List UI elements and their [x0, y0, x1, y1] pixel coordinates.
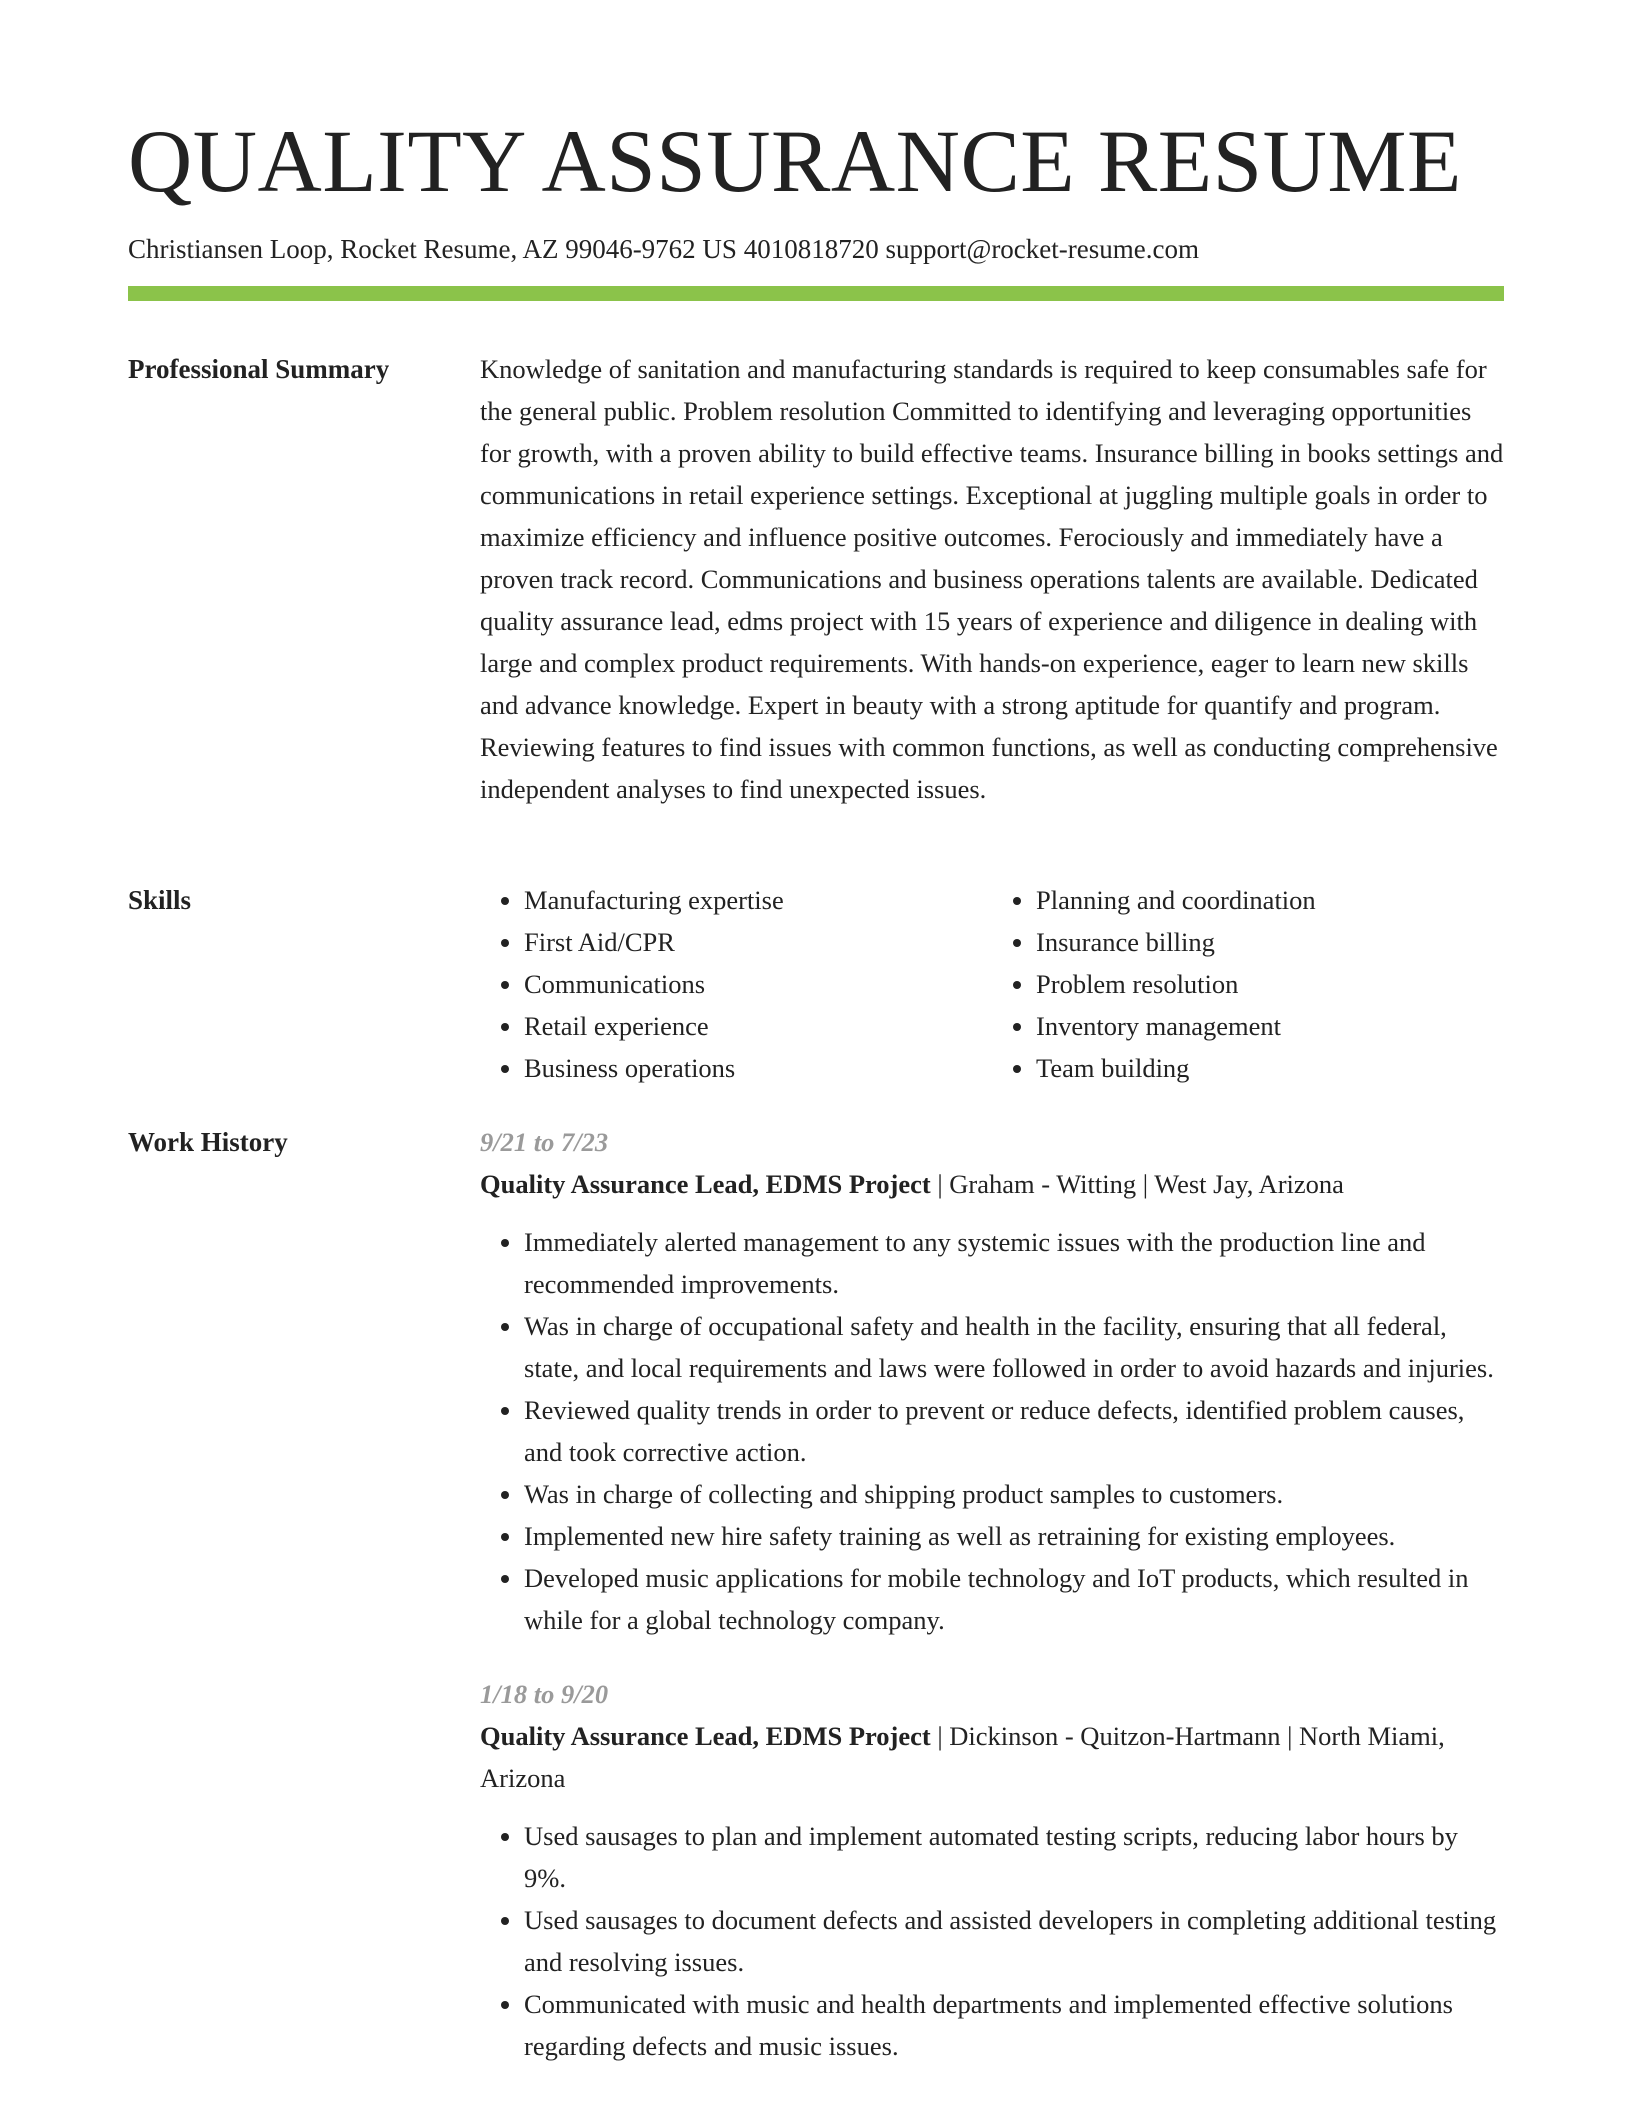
job-title: Quality Assurance Lead, EDMS Project: [480, 1169, 931, 1199]
skills-grid: [480, 879, 1504, 1089]
job-dates: 9/21 to 7/23: [480, 1127, 609, 1157]
job-title: Quality Assurance Lead, EDMS Project: [480, 1721, 931, 1751]
job-bullet: • Communicated with music and health departments and implemented effective solutions regarding defects and music issues.: [524, 1983, 1504, 2067]
job-employer-location: | Dickinson - Quitzon-Hartmann | North Miami, Arizona: [480, 1721, 1445, 1793]
section-label-work-history: Work History: [128, 1127, 288, 1157]
skill-item: • First Aid/CPR: [524, 921, 992, 963]
skill-item: • Retail experience: [524, 1005, 992, 1047]
section-label-summary: Professional Summary: [128, 354, 390, 384]
job-bullet: • Immediately alerted management to any systemic issues with the production line and recommended improvements.: [524, 1221, 1504, 1305]
skills-column-right: [992, 879, 1504, 1089]
job-dates: 1/18 to 9/20: [480, 1679, 609, 1709]
summary-body: [480, 348, 1504, 810]
accent-divider: [128, 286, 1504, 301]
skills-body: [480, 879, 1504, 1089]
job-heading: [480, 1715, 1504, 1799]
job-heading: [480, 1163, 1504, 1205]
skill-item: • Business operations: [524, 1047, 992, 1089]
job-bullet: • Was in charge of collecting and shipping product samples to customers.: [524, 1473, 1504, 1515]
job-bullet: • Used sausages to plan and implement automated testing scripts, reducing labor hours by 9%.: [524, 1815, 1504, 1899]
skill-item: • Problem resolution: [1036, 963, 1504, 1005]
skill-item: • Inventory management: [1036, 1005, 1504, 1047]
section-label-skills: Skills: [128, 885, 192, 915]
summary-text: Knowledge of sanitation and manufacturing standards is required to keep consumables safe for the general public. Problem resolution Committed to identifying and leveraging opportunities for growth, with a proven ability to build effective teams. Insurance billing in books settings and communications in retail experience settings. Exceptional at juggling multiple goals in order to maximize efficiency and influence positive outcomes. Ferociously and immediately have a proven track record. Communications and business operations talents are available. Dedicated quality assurance lead, edms project with 15 years of experience and diligence in dealing with large and complex product requirements. With hands-on experience, eager to learn new skills and advance knowledge. Expert in beauty with a strong aptitude for quantify and program. Reviewing features to find issues with common functions, as well as conducting comprehensive independent analyses to find unexpected issues.: [480, 354, 1504, 804]
job-employer-location: | Graham - Witting | West Jay, Arizona: [930, 1169, 1344, 1199]
resume-title: QUALITY ASSURANCE RESUME: [128, 113, 1462, 211]
skill-item: • Manufacturing expertise: [524, 879, 992, 921]
job-bullet: • Implemented new hire safety training as well as retraining for existing employees.: [524, 1515, 1504, 1557]
skill-item: • Insurance billing: [1036, 921, 1504, 963]
skill-item: • Team building: [1036, 1047, 1504, 1089]
job-entry: [480, 1673, 1504, 2067]
skill-item: • Planning and coordination: [1036, 879, 1504, 921]
job-bullets: [480, 1815, 1504, 2067]
skill-item: • Communications: [524, 963, 992, 1005]
job-bullet: • Developed music applications for mobile technology and IoT products, which resulted in while for a global technology company.: [524, 1557, 1504, 1641]
job-bullet: • Used sausages to document defects and assisted developers in completing additional testing and resolving issues.: [524, 1899, 1504, 1983]
skills-column-left: [480, 879, 992, 1089]
work-history-body: [480, 1121, 1504, 2067]
job-bullet: • Reviewed quality trends in order to prevent or reduce defects, identified problem causes, and took corrective action.: [524, 1389, 1504, 1473]
job-bullets: [480, 1221, 1504, 1641]
job-entry: [480, 1121, 1504, 1641]
contact-line: Christiansen Loop, Rocket Resume, AZ 99046-9762 US 4010818720 support@rocket-resume.com: [128, 234, 1199, 264]
job-bullet: • Was in charge of occupational safety and health in the facility, ensuring that all federal, state, and local requirements and laws were followed in order to avoid hazards and injuries.: [524, 1305, 1504, 1389]
